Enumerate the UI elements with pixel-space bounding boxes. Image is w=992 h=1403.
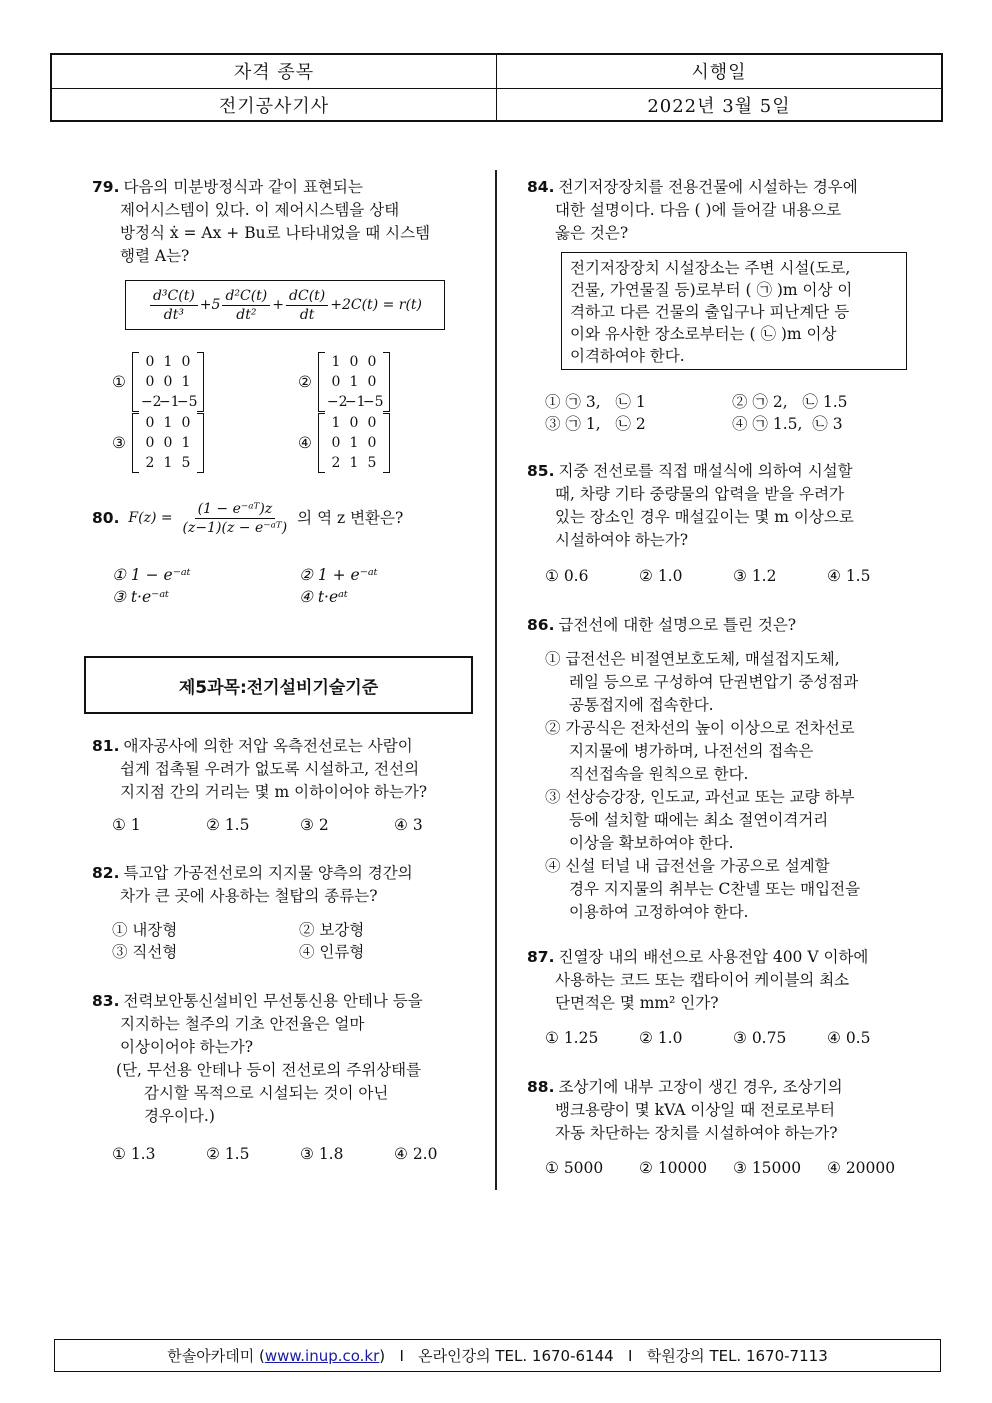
question-82 xyxy=(92,862,482,908)
choice-2[interactable]: ② ㉠ 2, ㉡ 1.5 xyxy=(732,393,848,411)
q86-options xyxy=(545,648,915,924)
choice-2[interactable]: ② 1.0 xyxy=(639,567,683,585)
equation-lhs: F(z) = xyxy=(128,510,173,526)
header-table xyxy=(50,53,943,122)
box-text: 이와 유사한 장소로부터는 ( ㉡ )m 이상 xyxy=(570,325,837,343)
choice-4[interactable]: ④ 인류형 xyxy=(299,943,365,961)
matrix-cell: 0 xyxy=(181,415,191,431)
question-text: 방정식 ẋ = Ax + Bu로 나타내었을 때 시스템 xyxy=(120,224,431,242)
matrix xyxy=(132,352,204,412)
choice-1[interactable]: ① 1 xyxy=(112,816,141,834)
question-text: 옳은 것은? xyxy=(555,224,629,242)
matrix-cell: 0 xyxy=(163,435,173,451)
q85-choices xyxy=(545,565,915,587)
question-text: 진열장 내의 배선으로 사용전압 400 V 이하에 xyxy=(558,948,869,966)
matrix-cell: 0 xyxy=(367,374,377,390)
choice-4[interactable]: ④ 3 xyxy=(394,816,423,834)
choice-2[interactable]: ② 1.5 xyxy=(206,816,250,834)
matrix-cell: 1 xyxy=(331,415,341,431)
q83-choices xyxy=(112,1143,482,1165)
question-79 xyxy=(92,176,482,268)
question-number: 81. xyxy=(92,737,120,755)
question-note: 경우이다.) xyxy=(144,1107,215,1125)
question-text: 전력보안통신설비인 무선통신용 안테나 등을 xyxy=(123,992,423,1010)
matrix-cell: 0 xyxy=(331,435,341,451)
choice-3[interactable]: ③ 직선형 xyxy=(112,943,178,961)
question-text: 급전선에 대한 설명으로 틀린 것은? xyxy=(558,616,797,634)
question-87 xyxy=(527,946,922,1015)
question-number: 83. xyxy=(92,992,120,1010)
question-text: 자동 차단하는 장치를 시설하여야 하는가? xyxy=(555,1124,838,1142)
question-text: 차가 큰 곳에 사용하는 철탑의 종류는? xyxy=(120,887,378,905)
choice-1[interactable]: ① 내장형 xyxy=(112,921,178,939)
question-number: 80. xyxy=(92,508,120,527)
box-text: 격하고 다른 건물의 출입구나 피난계단 등 xyxy=(570,303,850,321)
footer-contact: ) I 온라인강의 TEL. 1670-6144 I 학원강의 TEL. 1670-7113 xyxy=(379,1347,828,1365)
equation-term: $\frac{\text{d³C(t)}}{\text{dt³}}$ xyxy=(150,287,198,324)
matrix-cell: 1 xyxy=(181,374,191,390)
matrix-cell: 1 xyxy=(349,374,359,390)
question-number: 88. xyxy=(527,1078,555,1096)
choice-1[interactable]: ① ㉠ 3, ㉡ 1 xyxy=(545,393,646,411)
choice-4[interactable]: ④ 20000 xyxy=(827,1159,896,1177)
choice-1[interactable]: ① 5000 xyxy=(545,1159,604,1177)
matrix-cell: −1 xyxy=(344,394,366,410)
choice-mark: ④ xyxy=(298,433,312,452)
choice-4[interactable]: ④ 0.5 xyxy=(827,1029,871,1047)
question-85 xyxy=(527,460,917,552)
question-text: 지지하는 철주의 기초 안전율은 얼마 xyxy=(120,1015,365,1033)
choice-3[interactable]: ③ t·e⁻ᵃᵗ xyxy=(112,588,169,606)
option-4[interactable]: ④ 신설 터널 내 급전선을 가공으로 설계할 경우 지지물의 취부는 C찬넬 또는 매입전을 이용하여 고정하여야 한다. xyxy=(545,857,861,921)
choice-2[interactable] xyxy=(298,352,390,412)
matrix-cell: 1 xyxy=(349,455,359,471)
choice-2[interactable]: ② 보강형 xyxy=(299,921,365,939)
question-note: 감시할 목적으로 시설되는 것이 아닌 xyxy=(144,1084,389,1102)
question-text: 시설하여야 하는가? xyxy=(555,531,689,549)
choice-3[interactable]: ③ 2 xyxy=(300,816,329,834)
matrix-cell: 2 xyxy=(331,455,341,471)
choice-2[interactable]: ② 10000 xyxy=(639,1159,708,1177)
header-date-label: 시행일 xyxy=(496,55,941,88)
matrix-cell: 0 xyxy=(349,354,359,370)
choice-4[interactable]: ④ 2.0 xyxy=(394,1145,438,1163)
question-text: 뱅크용량이 몇 kVA 이상일 때 전로로부터 xyxy=(555,1101,835,1119)
choice-4[interactable] xyxy=(298,413,390,473)
question-text: 있는 장소인 경우 매설깊이는 몇 m 이상으로 xyxy=(555,508,854,526)
choice-4[interactable]: ④ t·eᵃᵗ xyxy=(299,588,348,606)
question-text: 단면적은 몇 mm² 인가? xyxy=(555,994,719,1012)
footer-bar xyxy=(54,1339,941,1372)
matrix-cell: 0 xyxy=(331,374,341,390)
matrix-cell: 0 xyxy=(349,415,359,431)
choice-1[interactable]: ① 1.25 xyxy=(545,1029,599,1047)
subject-title-box: 제5과목:전기설비기술기준 xyxy=(84,656,473,714)
matrix-cell: 0 xyxy=(367,435,377,451)
footer-website-link[interactable]: www.inup.co.kr xyxy=(264,1346,380,1365)
question-number: 82. xyxy=(92,864,120,882)
question-text: 전기저장장치를 전용건물에 시설하는 경우에 xyxy=(558,178,858,196)
choice-mark: ② xyxy=(298,372,312,391)
question-text: 다음의 미분방정식과 같이 표현되는 xyxy=(123,178,363,196)
question-text: 이상이어야 하는가? xyxy=(120,1038,254,1056)
header-cert-label: 자격 종목 xyxy=(233,62,315,84)
question-text: 쉽게 접촉될 우려가 없도록 시설하고, 전선의 xyxy=(120,760,420,778)
matrix-cell: 0 xyxy=(145,354,155,370)
question-text: 행렬 A는? xyxy=(120,247,190,265)
matrix-cell: −1 xyxy=(158,394,180,410)
matrix-cell: 5 xyxy=(181,455,191,471)
choice-4[interactable]: ④ 1.5 xyxy=(827,567,871,585)
matrix-cell: 1 xyxy=(163,455,173,471)
box-text: 건물, 가연물질 등)로부터 ( ㉠ )m 이상 이 xyxy=(570,281,853,299)
matrix-cell: 1 xyxy=(163,354,173,370)
matrix xyxy=(318,352,390,412)
choice-4[interactable]: ④ ㉠ 1.5, ㉡ 3 xyxy=(732,415,843,433)
choice-3[interactable]: ③ ㉠ 1, ㉡ 2 xyxy=(545,415,646,433)
footer-academy: 한솔아카데미 ( xyxy=(167,1347,265,1365)
option-2[interactable]: ② 가공식은 전차선의 높이 이상으로 전차선로 지지물에 병가하며, 나전선의 접속은 직선접속을 원칙으로 한다. xyxy=(545,719,855,783)
choice-1[interactable]: ① 1 − e⁻ᵃᵗ xyxy=(112,566,191,584)
question-84 xyxy=(527,176,917,245)
matrix xyxy=(132,413,204,473)
choice-3[interactable]: ③ 1.8 xyxy=(300,1145,344,1163)
matrix-cell: 1 xyxy=(163,415,173,431)
choice-1[interactable] xyxy=(112,352,204,412)
matrix-cell: −2 xyxy=(326,394,348,410)
option-3[interactable]: ③ 선상승강장, 인도교, 과선교 또는 교량 하부 등에 설치할 때에는 최소 절연이격거리 이상을 확보하여야 한다. xyxy=(545,788,855,852)
choice-3[interactable]: ③ 15000 xyxy=(733,1159,802,1177)
question-number: 87. xyxy=(527,948,555,966)
choice-2[interactable]: ② 1 + e⁻ᵃᵗ xyxy=(299,566,378,584)
matrix-cell: 5 xyxy=(367,455,377,471)
choice-1[interactable]: ① 1.3 xyxy=(112,1145,156,1163)
matrix-cell: 0 xyxy=(367,415,377,431)
equation-term: $\frac{\text{d²C(t)}}{\text{dt²}}$ xyxy=(222,287,270,324)
matrix-cell: −5 xyxy=(176,394,198,410)
choice-3[interactable]: ③ 1.2 xyxy=(733,567,777,585)
question-text: 사용하는 코드 또는 캡타이어 케이블의 최소 xyxy=(555,971,850,989)
choice-2[interactable]: ② 1.5 xyxy=(206,1145,250,1163)
choice-mark: ① xyxy=(112,372,126,391)
matrix-cell: 0 xyxy=(367,354,377,370)
choice-3[interactable]: ③ 0.75 xyxy=(733,1029,787,1047)
box-text: 전기저장장치 시설장소는 주변 시설(도로, xyxy=(570,259,851,277)
question-text: 제어시스템이 있다. 이 제어시스템을 상태 xyxy=(120,201,400,219)
box-text: 이격하여야 한다. xyxy=(570,347,685,365)
matrix-cell: 0 xyxy=(145,374,155,390)
condition-box xyxy=(561,252,907,370)
question-86 xyxy=(527,614,922,637)
question-number: 79. xyxy=(92,178,120,196)
header-cert-value: 전기공사기사 xyxy=(218,95,330,117)
question-88 xyxy=(527,1076,922,1145)
question-text: 특고압 가공전선로의 지지물 양측의 경간의 xyxy=(123,864,413,882)
equation-term: $\frac{dC(t)}{dt}$ xyxy=(286,287,328,324)
question-text: 조상기에 내부 고장이 생긴 경우, 조상기의 xyxy=(558,1078,843,1096)
question-81 xyxy=(92,735,487,804)
matrix-cell: 0 xyxy=(145,435,155,451)
matrix-cell: 0 xyxy=(181,354,191,370)
question-text: 애자공사에 의한 저압 옥측전선로는 사람이 xyxy=(123,737,413,755)
choice-1[interactable]: ① 0.6 xyxy=(545,567,589,585)
matrix-cell: 1 xyxy=(331,354,341,370)
question-text: 때, 차량 기타 중량물의 압력을 받을 우려가 xyxy=(555,485,845,503)
equation-fraction: $\frac{\text{(1 − e⁻ᵃᵀ)z}}{\text{(z−1)(z − e⁻ᵃᵀ)}}$ xyxy=(182,501,288,536)
q88-choices xyxy=(545,1157,915,1179)
question-text: 지중 전선로를 직접 매설식에 의하여 시설할 xyxy=(558,462,853,480)
choice-3[interactable] xyxy=(112,413,204,473)
question-number: 86. xyxy=(527,616,555,634)
q80-choices xyxy=(112,564,482,608)
question-80 xyxy=(92,500,482,537)
column-divider xyxy=(495,170,497,1190)
matrix-cell: 1 xyxy=(349,435,359,451)
matrix-cell: −2 xyxy=(140,394,162,410)
differential-equation-box: $\frac{\text{d³C(t)}}{\text{dt³}}$ +5 $\frac{\text{d²C(t)}}{\text{dt²}}$ + $\frac{dC(t)}{dt}$ +2C(t) = r(t) xyxy=(125,280,445,330)
matrix-cell: 0 xyxy=(163,374,173,390)
matrix-cell: 1 xyxy=(181,435,191,451)
q84-choices xyxy=(545,391,915,435)
q81-choices xyxy=(112,814,482,836)
option-1[interactable]: ① 급전선은 비절연보호도체, 매설접지도체, 레일 등으로 구성하여 단권변압기 중성점과 공통접지에 접속한다. xyxy=(545,650,859,714)
matrix-cell: 0 xyxy=(145,415,155,431)
question-text: 의 역 z 변환은? xyxy=(297,509,404,527)
matrix xyxy=(318,413,390,473)
choice-2[interactable]: ② 1.0 xyxy=(639,1029,683,1047)
q82-choices xyxy=(112,919,482,963)
question-number: 84. xyxy=(527,178,555,196)
matrix-cell: −5 xyxy=(362,394,384,410)
header-date-value: 2022년 3월 5일 xyxy=(496,89,941,122)
question-text: 대한 설명이다. 다음 ( )에 들어갈 내용으로 xyxy=(555,201,842,219)
question-text: 지지점 간의 거리는 몇 m 이하이어야 하는가? xyxy=(120,783,428,801)
question-number: 85. xyxy=(527,462,555,480)
matrix-cell: 2 xyxy=(145,455,155,471)
question-83 xyxy=(92,990,487,1128)
question-note: (단, 무선용 안테나 등이 전선로의 주위상태를 xyxy=(116,1061,422,1079)
q87-choices xyxy=(545,1027,915,1049)
choice-mark: ③ xyxy=(112,433,126,452)
